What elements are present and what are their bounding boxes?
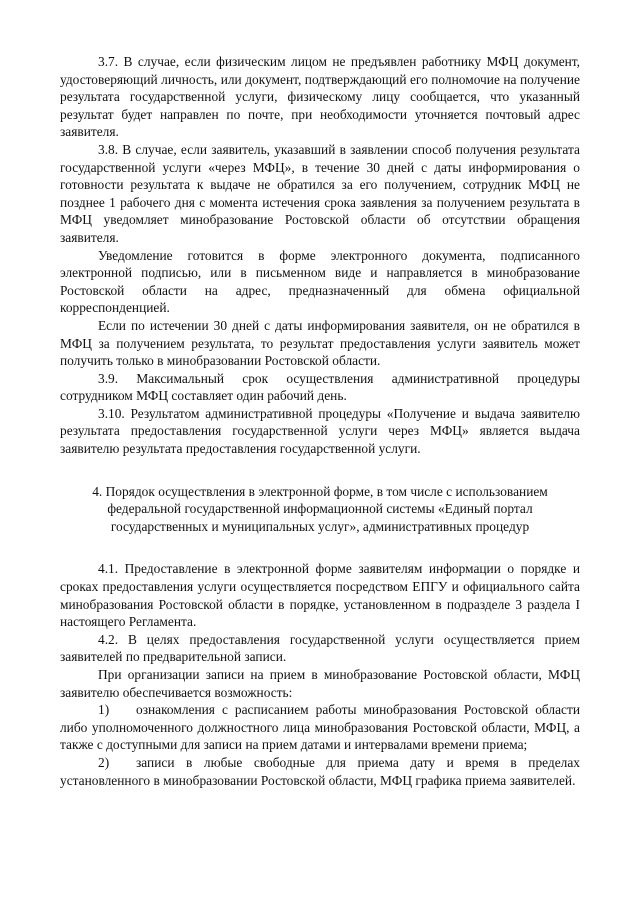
- paragraph-4-2: 4.2. В целях предоставления государственной услуги осуществляется прием заявителей по предварительной записи.: [60, 631, 580, 665]
- section-4-heading: 4. Порядок осуществления в электронной форме, в том числе с использованием федеральной государственной информационной системы «Единый портал государственных и муниципальных услуг», административных процедур: [92, 483, 548, 534]
- list-item: [60, 754, 580, 789]
- list-item-number: 1): [98, 702, 110, 718]
- paragraph-notification: Уведомление готовится в форме электронного документа, подписанного электронной подписью, или в письменном виде и направляется в минобразование Ростовской области на адрес, предназначенный для обмена официальной корреспонденцией.: [60, 247, 580, 316]
- list-item-text: записи в любые свободные для приема дату и время в пределах установленного в минобразовании Ростовской области, МФЦ графика приема заявителей.: [60, 754, 580, 788]
- list-item-text: ознакомления с расписанием работы минобразования Ростовской области либо уполномоченного должностного лица минобразования Ростовской области, МФЦ, а также с доступными для записи на прием датами и интервалами времени приема;: [60, 702, 580, 753]
- paragraph-after-30-days: Если по истечении 30 дней с даты информирования заявителя, он не обратился в МФЦ за получением результата, то результат предоставления услуги заявитель может получить только в минобразовании Ростовской области.: [60, 317, 580, 369]
- paragraph-3-7: 3.7. В случае, если физическим лицом не предъявлен работнику МФЦ документ, удостоверяющий личность, или документ, подтверждающий его полномочие на получение результата государственной услуги, физическому лицу сообщается, что указанный результат будет направлен по почте, при необходимости уточняется почтовый адрес заявителя.: [60, 54, 580, 140]
- paragraph-4-1: 4.1. Предоставление в электронной форме заявителям информации о порядке и сроках предоставления услуги осуществляется посредством ЕПГУ и официального сайта минобразования Ростовской области в порядке, установленном в подразделе 3 раздела I настоящего Регламента.: [60, 561, 580, 630]
- list-item: [60, 701, 580, 754]
- list-item-number: 2): [98, 754, 110, 770]
- paragraph-3-10: 3.10. Результатом административной процедуры «Получение и выдача заявителю результата предоставления государственной услуги через МФЦ» является выдача заявителю результата предоставления государственной услуги.: [60, 405, 580, 457]
- paragraph-appointment-organization: При организации записи на прием в минобразование Ростовской области, МФЦ заявителю обеспечивается возможность:: [60, 667, 580, 700]
- paragraph-3-9: 3.9. Максимальный срок осуществления административной процедуры сотрудником МФЦ составляет один рабочий день.: [60, 370, 580, 404]
- paragraph-3-8: 3.8. В случае, если заявитель, указавший в заявлении способ получения результата государственной услуги «через МФЦ», в течение 30 дней с даты информирования о готовности результата к выдаче не обратился за его получением, сотрудник МФЦ не позднее 1 рабочего дня с момента истечения срока заявления за получением результата в МФЦ уведомляет минобразование Ростовской области об отсутствии обращения заявителя.: [60, 141, 580, 245]
